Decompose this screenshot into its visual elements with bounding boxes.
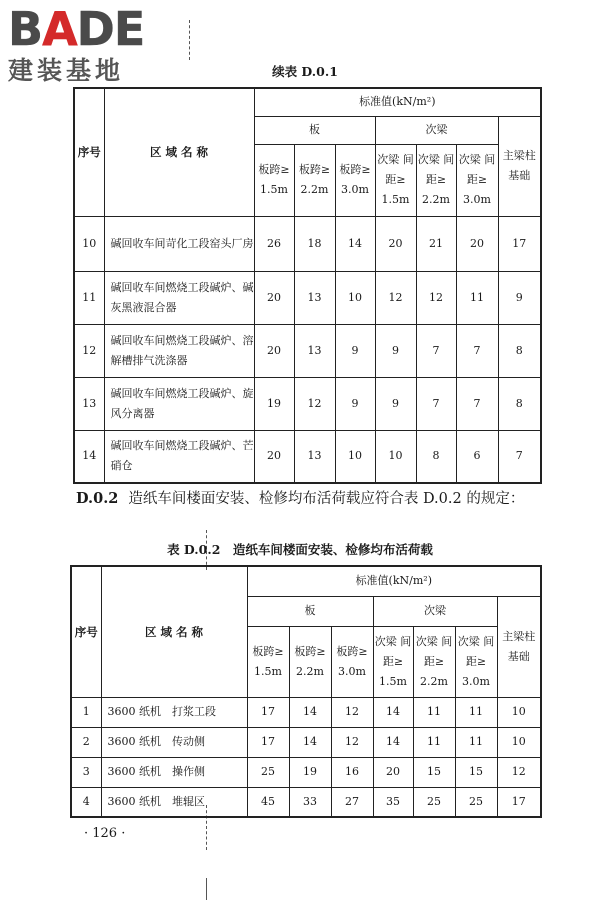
header-secbeam: 次梁 — [375, 116, 498, 144]
cell: 13 — [294, 430, 335, 483]
cell: 17 — [498, 216, 541, 271]
row-region: 3600 纸机 传动侧 — [101, 727, 247, 757]
table-row — [71, 757, 541, 787]
header-slab: 板 — [247, 596, 373, 626]
clause-d02 — [76, 487, 546, 511]
row-region: 碱回收车间燃烧工段碱炉、芒硝仓 — [104, 430, 254, 483]
table2-caption: 表 D.0.2 造纸车间楼面安装、检修均布活荷载 — [167, 542, 433, 557]
cell: 16 — [331, 757, 373, 787]
cell: 20 — [254, 324, 294, 377]
cell: 10 — [497, 697, 541, 727]
table-row — [74, 377, 541, 430]
row-num: 11 — [74, 271, 104, 324]
cell: 11 — [456, 271, 498, 324]
cell: 35 — [373, 787, 413, 817]
cell: 14 — [335, 216, 375, 271]
table2 — [70, 565, 542, 818]
cell: 11 — [455, 697, 497, 727]
cell: 33 — [289, 787, 331, 817]
row-num: 10 — [74, 216, 104, 271]
header-std: 标准值(kN/m²) — [247, 566, 541, 596]
cell: 20 — [375, 216, 416, 271]
cell: 9 — [335, 377, 375, 430]
header-std: 标准值(kN/m²) — [254, 88, 541, 116]
cell: 14 — [373, 727, 413, 757]
table1 — [73, 87, 542, 484]
row-num: 14 — [74, 430, 104, 483]
cell: 15 — [455, 757, 497, 787]
cell: 20 — [456, 216, 498, 271]
header-secbeam: 次梁 — [373, 596, 497, 626]
cell: 19 — [289, 757, 331, 787]
row-region: 3600 纸机 操作侧 — [101, 757, 247, 787]
header-region: 区 域 名 称 — [104, 88, 254, 216]
cell: 9 — [335, 324, 375, 377]
cell: 14 — [289, 727, 331, 757]
scan-line — [189, 20, 190, 60]
header-slab-col: 板跨≥ 3.0m — [335, 144, 375, 216]
cell: 15 — [413, 757, 455, 787]
cell: 10 — [497, 727, 541, 757]
header-slab-col: 板跨≥ 1.5m — [254, 144, 294, 216]
cell: 12 — [416, 271, 456, 324]
header-slab-col: 板跨≥ 2.2m — [294, 144, 335, 216]
row-region: 碱回收车间燃烧工段碱炉、溶解槽排气洗涤器 — [104, 324, 254, 377]
cell: 7 — [498, 430, 541, 483]
cell: 9 — [498, 271, 541, 324]
cell: 17 — [497, 787, 541, 817]
scan-line — [206, 878, 207, 900]
cell: 7 — [456, 324, 498, 377]
header-beam-col: 次梁 间距≥ 3.0m — [456, 144, 498, 216]
cell: 10 — [335, 271, 375, 324]
header-beam-col: 次梁 间距≥ 3.0m — [455, 626, 497, 697]
clause-text: 造纸车间楼面安装、检修均布活荷载应符合表 D.0.2 的规定： — [128, 491, 525, 507]
cell: 8 — [498, 377, 541, 430]
cell: 12 — [294, 377, 335, 430]
cell: 12 — [331, 727, 373, 757]
cell: 26 — [254, 216, 294, 271]
header-beam-col: 次梁 间距≥ 2.2m — [416, 144, 456, 216]
cell: 45 — [247, 787, 289, 817]
cell: 6 — [456, 430, 498, 483]
brand-logo — [8, 2, 183, 86]
header-num: 序号 — [71, 566, 101, 697]
table-row — [74, 430, 541, 483]
cell: 13 — [294, 324, 335, 377]
cell: 17 — [247, 697, 289, 727]
header-main: 主梁柱基础 — [498, 116, 541, 216]
row-region: 碱回收车间苛化工段窑头厂房 — [104, 216, 254, 271]
cell: 12 — [497, 757, 541, 787]
clause-number: D.0.2 — [76, 490, 119, 507]
table-row — [74, 271, 541, 324]
cell: 11 — [413, 727, 455, 757]
table-row — [71, 727, 541, 757]
row-num: 13 — [74, 377, 104, 430]
cell: 25 — [247, 757, 289, 787]
table-row — [71, 697, 541, 727]
cell: 7 — [416, 377, 456, 430]
row-num: 1 — [71, 697, 101, 727]
header-beam-col: 次梁 间距≥ 2.2m — [413, 626, 455, 697]
header-slab-col: 板跨≥ 3.0m — [331, 626, 373, 697]
row-region: 3600 纸机 堆辊区 — [101, 787, 247, 817]
row-num: 12 — [74, 324, 104, 377]
cell: 19 — [254, 377, 294, 430]
row-region: 3600 纸机 打浆工段 — [101, 697, 247, 727]
header-slab-col: 板跨≥ 2.2m — [289, 626, 331, 697]
cell: 13 — [294, 271, 335, 324]
cell: 12 — [331, 697, 373, 727]
cell: 8 — [498, 324, 541, 377]
header-num: 序号 — [74, 88, 104, 216]
cell: 17 — [247, 727, 289, 757]
page-number: · 126 · — [84, 826, 126, 841]
cell: 27 — [331, 787, 373, 817]
cell: 12 — [375, 271, 416, 324]
header-beam-col: 次梁 间距≥ 1.5m — [375, 144, 416, 216]
cell: 7 — [416, 324, 456, 377]
cell: 8 — [416, 430, 456, 483]
cell: 10 — [375, 430, 416, 483]
row-num: 3 — [71, 757, 101, 787]
header-main: 主梁柱基础 — [497, 596, 541, 697]
header-region: 区 域 名 称 — [101, 566, 247, 697]
table1-caption: 续表 D.0.1 — [272, 64, 338, 79]
cell: 14 — [373, 697, 413, 727]
cell: 20 — [254, 430, 294, 483]
header-slab-col: 板跨≥ 1.5m — [247, 626, 289, 697]
cell: 11 — [455, 727, 497, 757]
row-region: 碱回收车间燃烧工段碱炉、碱灰黑液混合器 — [104, 271, 254, 324]
table-row — [74, 216, 541, 271]
cell: 25 — [455, 787, 497, 817]
cell: 14 — [289, 697, 331, 727]
cell: 25 — [413, 787, 455, 817]
logo-cn-text: 建装基地 — [8, 56, 125, 85]
logo-brand-text: BADE — [8, 2, 145, 56]
row-region: 碱回收车间燃烧工段碱炉、旋风分离器 — [104, 377, 254, 430]
header-beam-col: 次梁 间距≥ 1.5m — [373, 626, 413, 697]
cell: 20 — [373, 757, 413, 787]
cell: 21 — [416, 216, 456, 271]
cell: 20 — [254, 271, 294, 324]
cell: 9 — [375, 324, 416, 377]
cell: 9 — [375, 377, 416, 430]
cell: 10 — [335, 430, 375, 483]
row-num: 4 — [71, 787, 101, 817]
cell: 11 — [413, 697, 455, 727]
table-row — [74, 324, 541, 377]
header-slab: 板 — [254, 116, 375, 144]
row-num: 2 — [71, 727, 101, 757]
table-row — [71, 787, 541, 817]
cell: 7 — [456, 377, 498, 430]
cell: 18 — [294, 216, 335, 271]
